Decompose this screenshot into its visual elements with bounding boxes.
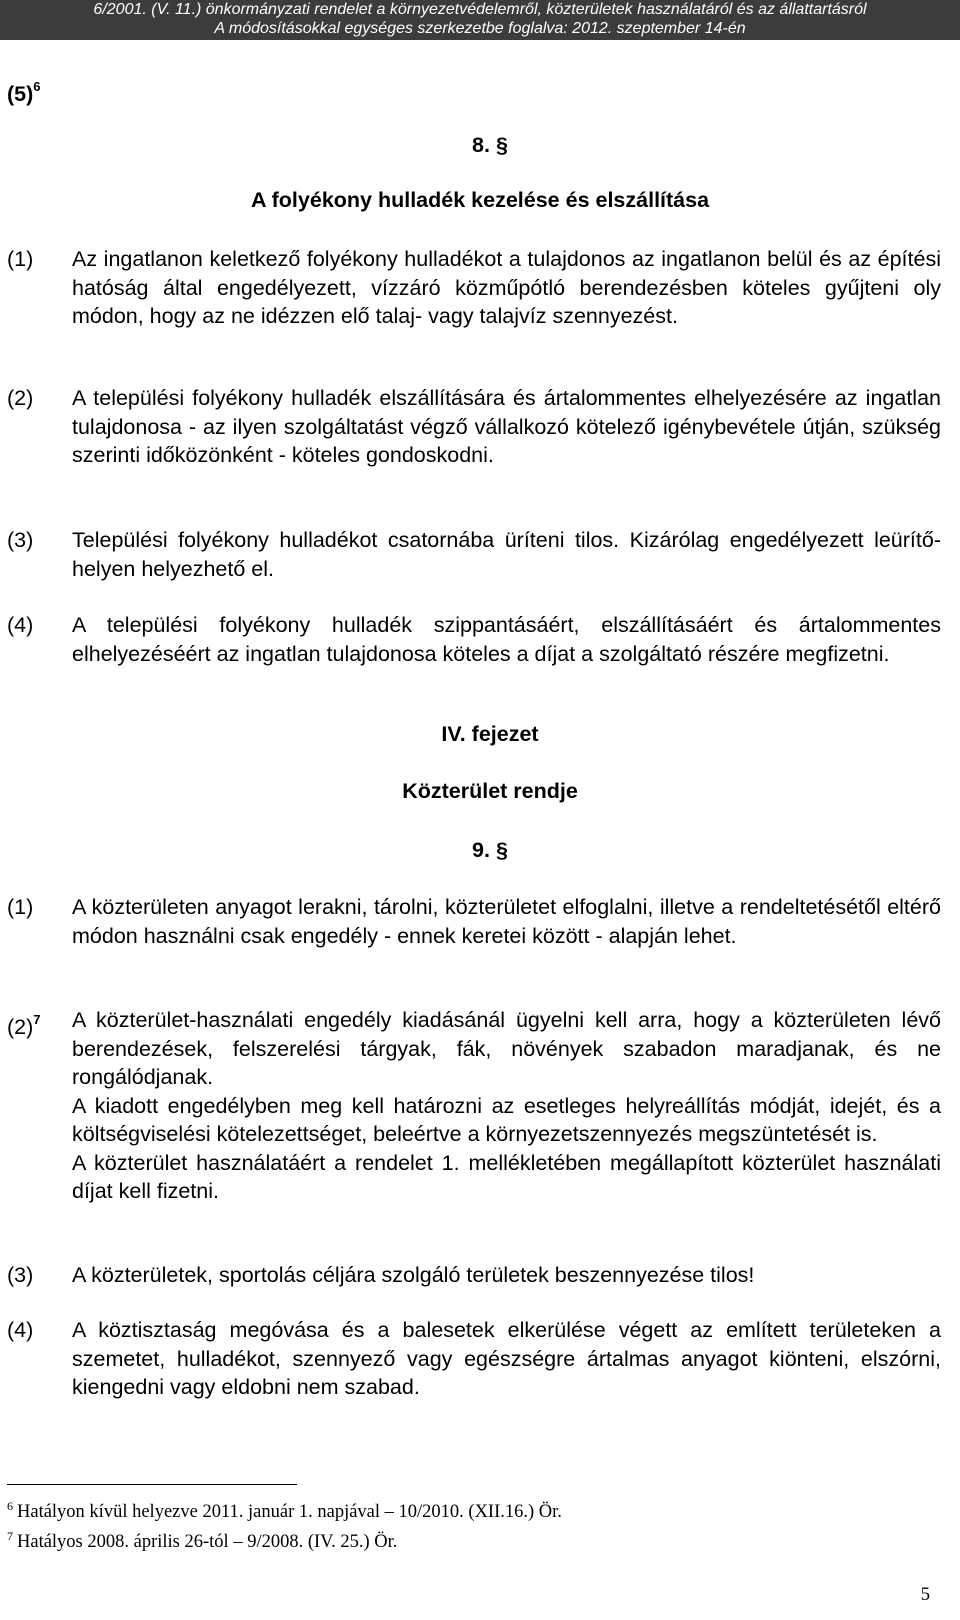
footnotes (7, 1494, 907, 1554)
s9-para-1 (7, 893, 941, 950)
s8-para-1 (7, 245, 941, 331)
para-text (72, 1006, 941, 1206)
footnote-6: $^6$ Hatályon kívül helyezve 2011. január 1. napjával – 10/2010. (XII.16.) Ör. (7, 1499, 562, 1522)
section-9-heading: 9. § (472, 838, 508, 862)
para-text-part-2: A kiadott engedélyben meg kell határozni az esetleges helyreállítás módját, idejét, és a költségviselési kötelezettséget, beleértve a környezetszennyezés megszüntetését is. (72, 1093, 941, 1146)
header-subtitle: A módosításokkal egységes szerkezetbe foglalva: 2012. szeptember 14-én (214, 20, 746, 37)
s9-para-4 (7, 1316, 941, 1402)
top-item (7, 73, 41, 109)
para-number: (4) (7, 613, 34, 637)
para-text: A közterületen anyagot lerakni, tárolni, közterületet elfoglalni, illetve a rendeltetésétől eltérő módon használni csak engedély - ennek keretei között - alapján lehet. (72, 895, 941, 948)
para-text: A települési folyékony hulladék elszállítására és ártalommentes elhelyezésére az ingatlan tulajdonosa - az ilyen szolgáltatást végző vállalkozó kötelező igénybevétele útján, szükség szerinti időközönként - köteles gondoskodni. (72, 386, 941, 467)
para-text: Az ingatlanon keletkező folyékony hulladékot a tulajdonos az ingatlanon belül és az építési hatóság által engedélyezett, vízzáró közműpótló berendezésben köteles gyűjteni oly módon, hogy az ne idézzen elő talaj- vagy talajvíz szennyezést. (72, 247, 941, 328)
page-number: 5 (920, 1585, 930, 1605)
s8-para-3 (7, 526, 941, 583)
para-text: A települési folyékony hulladék szippantásáért, elszállításáért és ártalommentes elhelyezéséért az ingatlan tulajdonosa köteles a díjat a szolgáltató részére megfizetni. (72, 613, 941, 666)
s9-para-3 (7, 1261, 941, 1290)
section-8-heading: 8. § (472, 133, 508, 157)
s8-para-4 (7, 611, 941, 668)
page-header (0, 0, 960, 40)
chapter-label: IV. fejezet (441, 722, 539, 746)
para-number: (1) (7, 247, 34, 271)
header-title: 6/2001. (V. 11.) önkormányzati rendelet a környezetvédelemről, közterületek használatáról és az állattartásról (93, 1, 867, 18)
para-number: (3) (7, 528, 34, 552)
top-item-number: (5) (7, 82, 34, 106)
s8-para-2 (7, 384, 941, 470)
para-text: Települési folyékony hulladékot csatornába üríteni tilos. Kizárólag engedélyezett leürítő-helyen helyezhető el. (72, 528, 941, 581)
para-number: (1) (7, 895, 34, 919)
para-number: (3) (7, 1263, 34, 1287)
footnote-ref-6: 6 (33, 79, 41, 94)
para-number: (4) (7, 1318, 34, 1342)
footnote-divider (7, 1484, 297, 1485)
para-text-part-3: A közterület használatáért a rendelet 1. mellékletében megállapított közterület használati díjat kell fizetni. (72, 1150, 941, 1203)
para-text: A közterületek, sportolás céljára szolgáló területek beszennyezése tilos! (72, 1263, 755, 1287)
s9-para-2 (7, 1006, 941, 1206)
para-text: A köztisztaság megóvása és a balesetek elkerülése végett az említett területeken a szemetet, hulladékot, szennyező vagy egészségre ártalmas anyagot kiönteni, elszórni, kiengedni vagy eldobni nem szabad. (72, 1318, 941, 1399)
para-number: $(2)^7$ (7, 1012, 41, 1039)
para-number: (2) (7, 386, 34, 410)
para-text-part-1: A közterület-használati engedély kiadásánál ügyelni kell arra, hogy a közterületen lévő berendezések, felszerelési tárgyak, fák, növények szabadon maradjanak, és ne rongálódjanak. (72, 1008, 941, 1089)
chapter-title: Közterület rendje (402, 779, 578, 803)
section-sign-icon: § (495, 838, 508, 862)
section-8-title: A folyékony hulladék kezelése és elszállítása (250, 188, 710, 212)
footnote-ref-7: 7 (33, 1012, 41, 1027)
section-sign-icon: § (495, 133, 508, 157)
footnote-7: $^7$ Hatályos 2008. április 26-tól – 9/2008. (IV. 25.) Ör. (7, 1529, 398, 1552)
